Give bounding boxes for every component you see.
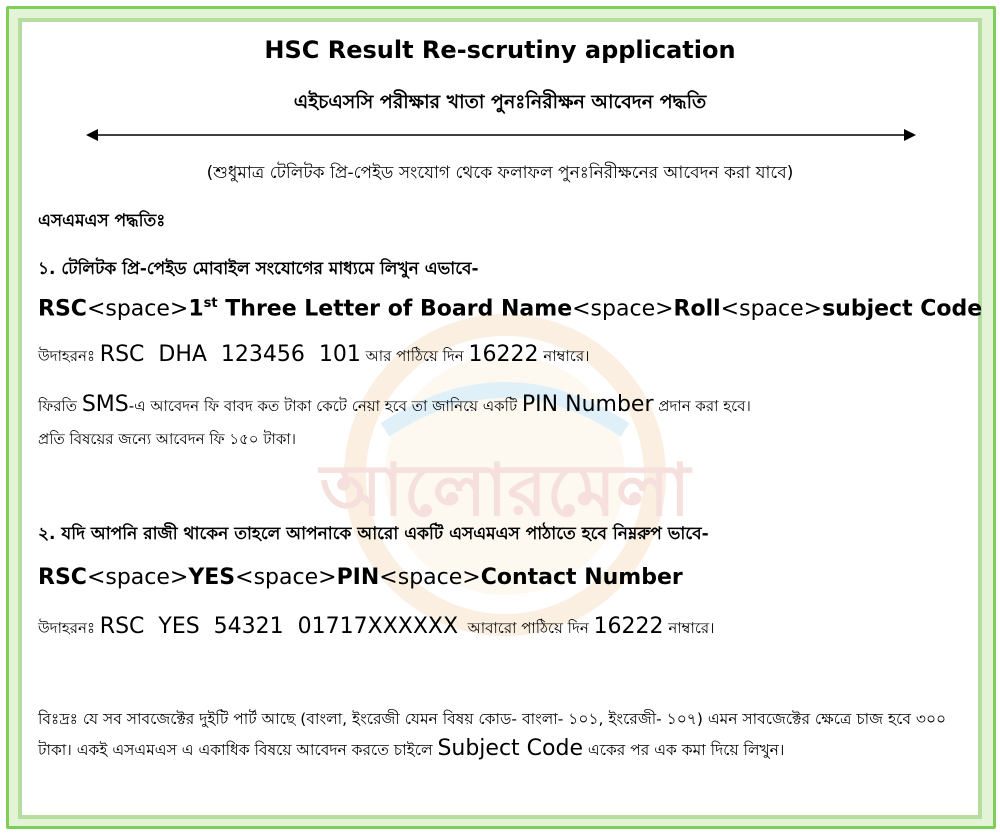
example-end: নাম্বারে। [538, 347, 590, 365]
format-space: <space> [86, 565, 189, 590]
format-roll: Roll [673, 296, 721, 322]
step1-format [38, 296, 982, 321]
sms-method-heading: এসএমএস পদ্ধতিঃ [38, 211, 166, 231]
format-rsc: RSC [38, 565, 87, 590]
reply-text: -এ আবেদন ফি বাবদ কত টাকা কেটে নেয়া হবে তা জানিয়ে একটি [128, 397, 522, 415]
notice-paragraph [38, 704, 958, 765]
prepaid-note: (শুধুমাত্র টেলিটক প্রি-পেইড সংযোগ থেকে ফলাফল পুনঃনিরীক্ষনের আবেদন করা যাবে) [206, 163, 794, 183]
example-number: 16222 [468, 342, 539, 367]
notice-text: বিঃদ্রঃ যে সব সাবজেক্টের দুইটি পার্ট আছে (বাংলা, ইংরেজী যেমন বিষয় কোড- বাংলা- ১০১, ইংরেজী- ১০৭) এমন সাবজেক্টের ক্ষেত্রে চাজ হবে ৩০০ টাকা। একই এসএমএস এ একাধিক বিষয়ে আবেদন করতে চাইলে [38, 710, 947, 759]
reply-text: প্রদান করা হবে। [653, 397, 751, 415]
svg-text:আলোরমেলা: আলোরমেলা [319, 448, 691, 532]
example-mid: আর পাঠিয়ে দিন [365, 347, 469, 365]
reply-text: ফিরতি [38, 397, 82, 415]
format-rsc: RSC [38, 296, 87, 322]
example-mid: আবারো পাঠিয়ে দিন [458, 619, 594, 637]
format-subject: subject Code [822, 296, 983, 322]
format-yes: YES [188, 565, 236, 590]
reply-sms: SMS [81, 392, 129, 417]
example-label: উদাহরনঃ [38, 347, 95, 365]
page-title: HSC Result Re-scrutiny application [264, 36, 736, 64]
example-code: RSC YES 54321 01717XXXXXX [99, 614, 459, 639]
notice-subject-code: Subject Code [437, 736, 583, 761]
format-space: <space> [86, 296, 189, 322]
format-space: <space> [572, 296, 674, 322]
notice-text: একের পর এক কমা দিয়ে লিখুন। [583, 741, 785, 759]
step1-heading: ১. টেলিটক প্রি-পেইড মোবাইল সংযোগের মাধ্যমে লিখুন এভাবে- [38, 259, 479, 279]
example-number: 16222 [593, 614, 664, 639]
reply-pin: PIN Number [521, 392, 654, 417]
format-st: st [203, 296, 218, 311]
step2-format [38, 565, 683, 590]
step1-reply-line [38, 392, 751, 420]
format-board: Three Letter of Board Name [217, 296, 573, 322]
format-contact: Contact Number [480, 565, 683, 590]
format-space: <space> [379, 565, 481, 590]
format-first: 1 [188, 296, 204, 322]
double-arrow-divider [86, 126, 916, 144]
step2-example [38, 614, 714, 642]
step1-example [38, 342, 589, 370]
format-space: <space> [235, 565, 337, 590]
page-subtitle: এইচএসসি পরীক্ষার খাতা পুনঃনিরীক্ষন আবেদন পদ্ধতি [293, 91, 707, 113]
example-end: নাম্বারে। [663, 619, 715, 637]
step1-fee-line: প্রতি বিষয়ের জন্যে আবেদন ফি ১৫০ টাকা। [38, 430, 297, 448]
step2-heading: ২. যদি আপনি রাজী থাকেন তাহলে আপনাকে আরো একটি এসএমএস পাঠাতে হবে নিম্নরুপ ভাবে- [38, 524, 709, 544]
example-code: RSC DHA 123456 101 [99, 342, 361, 367]
example-label: উদাহরনঃ [38, 619, 95, 637]
format-space: <space> [720, 296, 823, 322]
format-pin: PIN [336, 565, 380, 590]
